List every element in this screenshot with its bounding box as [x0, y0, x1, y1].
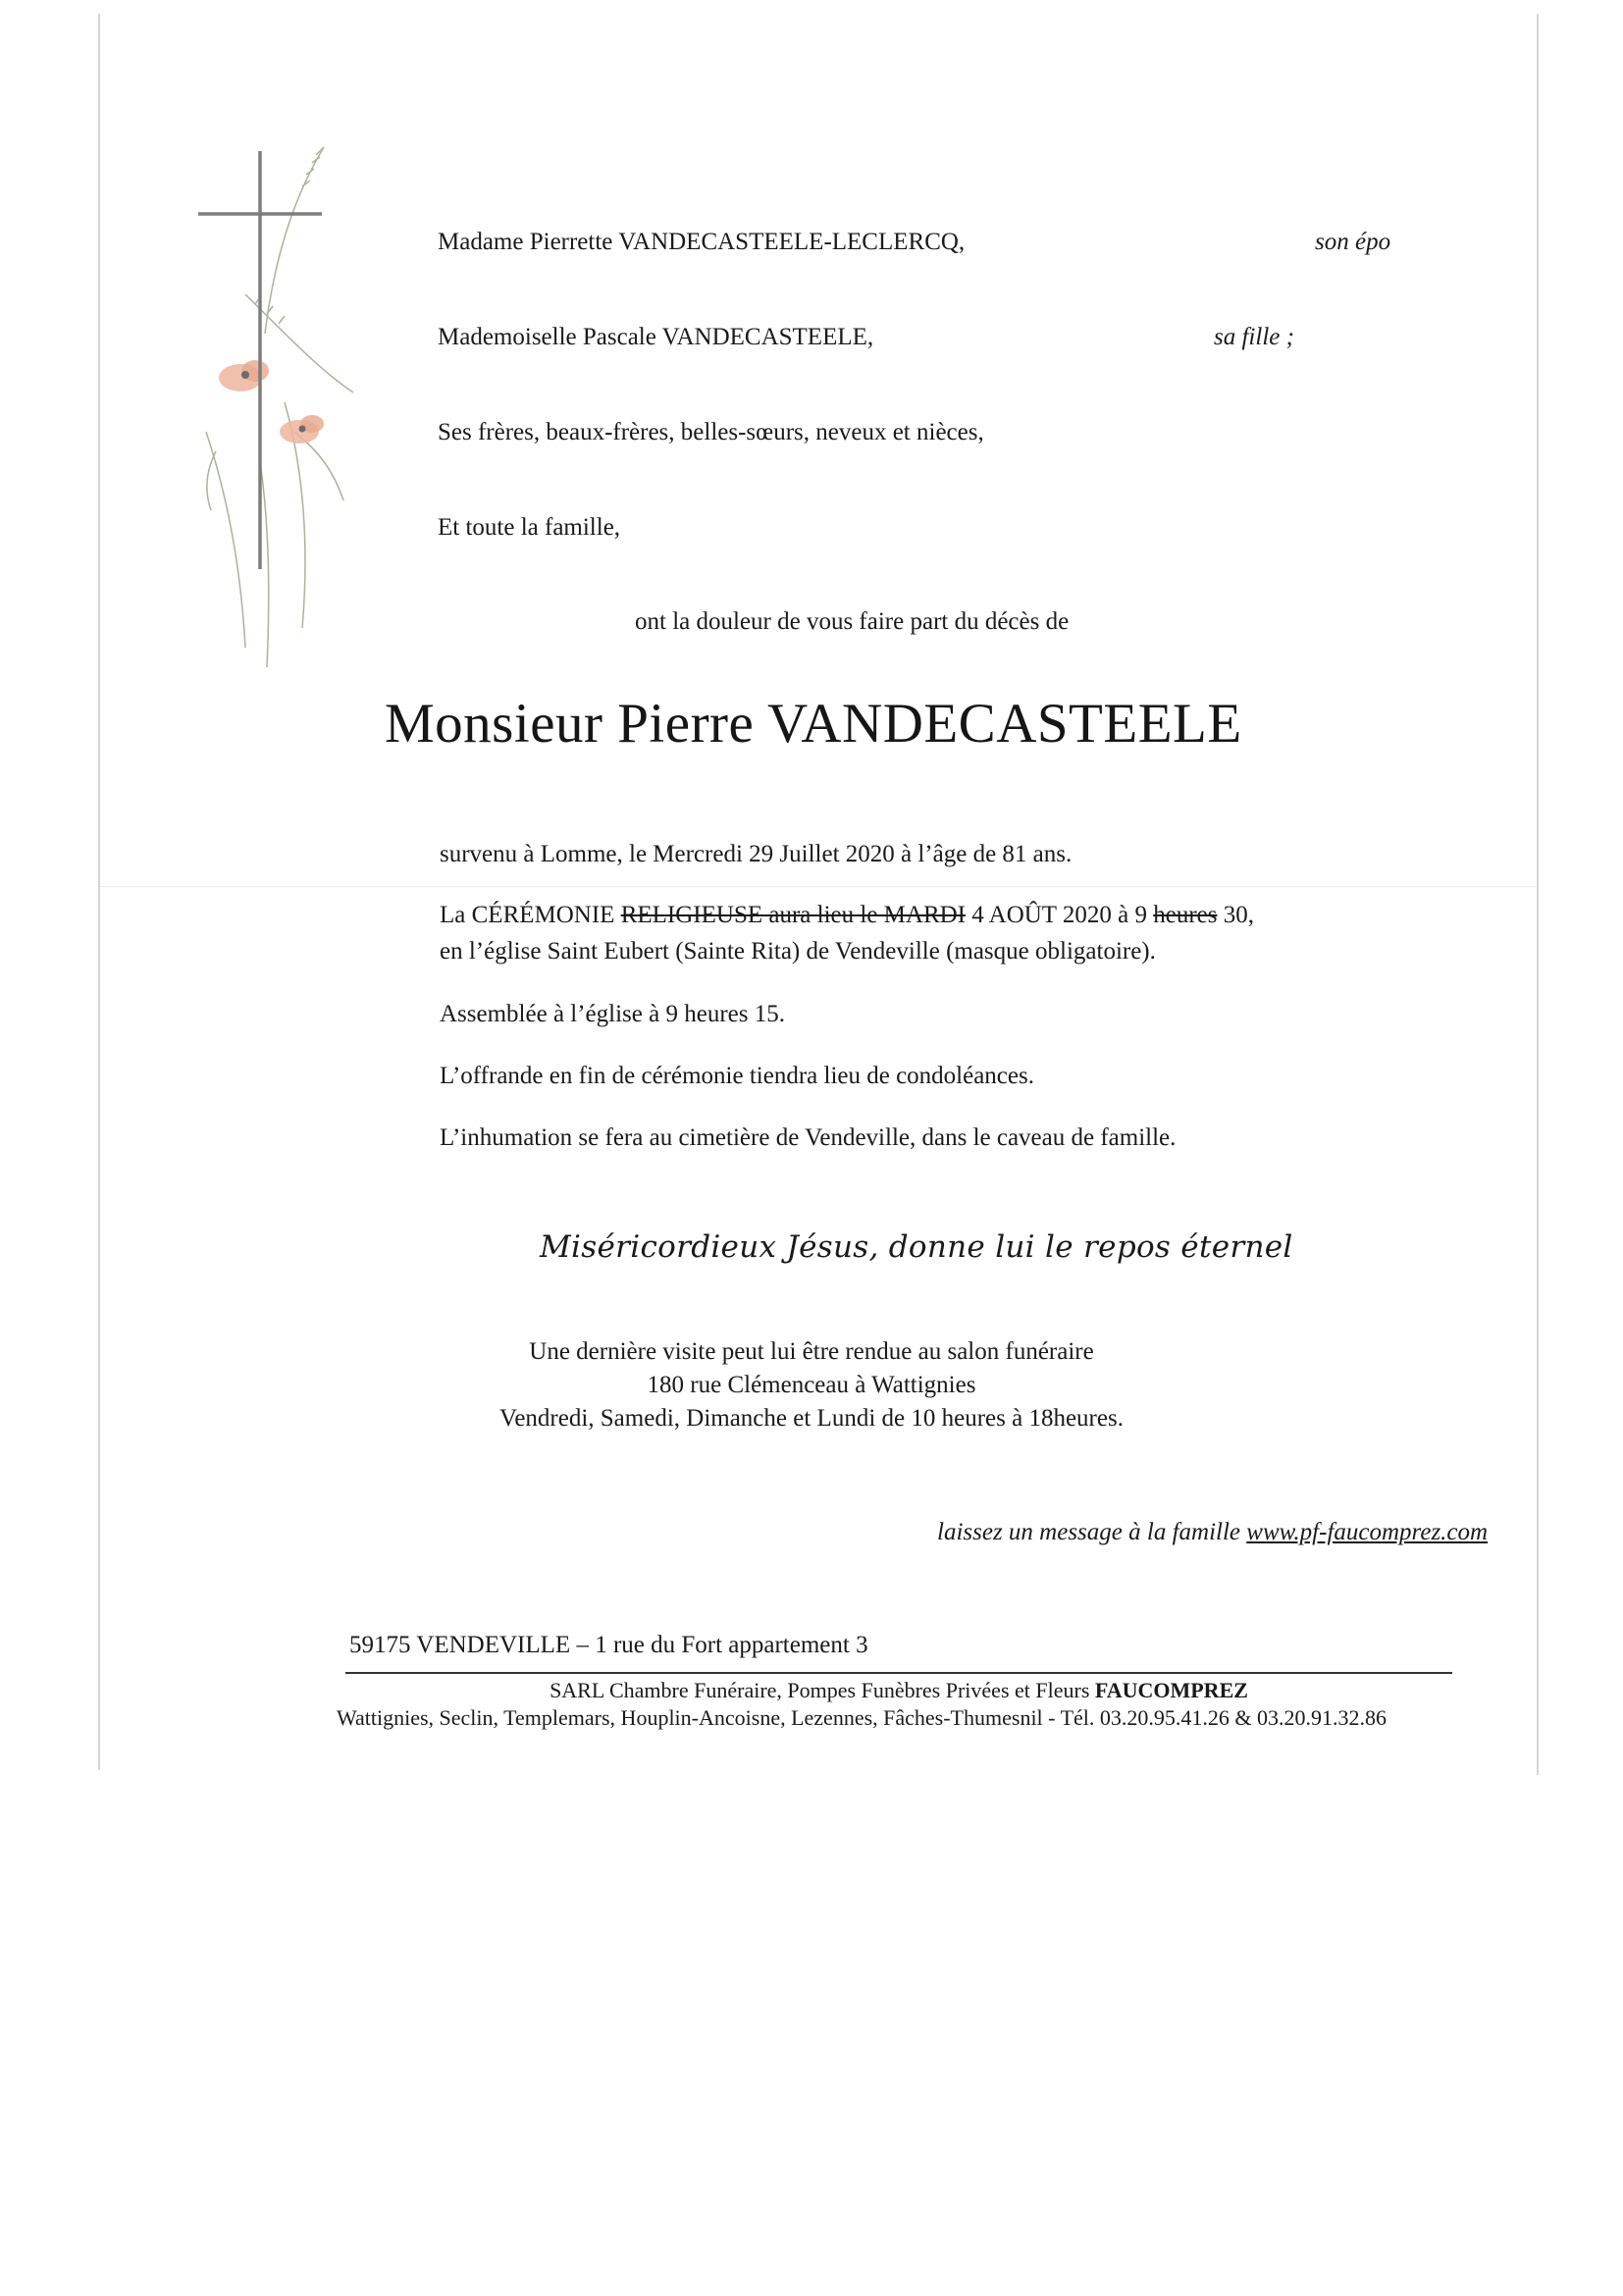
message-line	[937, 1519, 1488, 1546]
offering-line: L’offrande en fin de cérémonie tiendra lieu de condoléances.	[440, 1063, 1034, 1089]
wheat-stalk-icon	[206, 147, 353, 667]
visit-line-2: 180 rue Clémenceau à Wattignies	[647, 1372, 976, 1398]
ceremony-line-1	[440, 902, 1254, 929]
footer-company-text: SARL Chambre Funéraire, Pompes Funèbres Privées et Fleurs	[550, 1678, 1095, 1702]
family-role-daughter: sa fille ;	[1214, 324, 1294, 350]
page-fold-line	[100, 886, 1537, 887]
visit-line-3: Vendredi, Samedi, Dimanche et Lundi de 10 heures à 18heures.	[499, 1405, 1124, 1432]
assembly-line: Assemblée à l’église à 9 heures 15.	[440, 1001, 785, 1027]
family-line-family: Et toute la famille,	[438, 514, 621, 541]
ceremony-text-c: 4 AOÛT 2020 à 9	[966, 902, 1154, 928]
family-line-spouse: Madame Pierrette VANDECASTEELE-LECLERCQ,	[438, 229, 966, 255]
message-text: laissez un message à la famille	[937, 1519, 1247, 1545]
family-role-spouse: son épo	[1315, 229, 1391, 255]
ceremony-line-2: en l’église Saint Eubert (Sainte Rita) de Vendeville (masque obligatoire).	[440, 938, 1156, 965]
home-address: 59175 VENDEVILLE – 1 rue du Fort appartement 3	[349, 1632, 868, 1658]
ceremony-text-a: La CÉRÉMONIE	[440, 902, 621, 928]
page-right-edge	[1537, 14, 1539, 1775]
poppy-flower-icon	[219, 360, 324, 444]
death-details: survenu à Lomme, le Mercredi 29 Juillet 2020 à l’âge de 81 ans.	[440, 841, 1073, 867]
footer-towns-phone: Wattignies, Seclin, Templemars, Houplin-Ancoisne, Lezennes, Fâches-Thumesnil - Tél. 03.20.95.41.26 & 03.20.91.32.86	[337, 1705, 1387, 1730]
ceremony-text-e: 30,	[1217, 902, 1254, 928]
ceremony-text-struck: RELIGIEUSE aura lieu le MARDI	[620, 902, 967, 928]
footer-rule	[345, 1672, 1452, 1674]
footer-company-brand: FAUCOMPREZ	[1094, 1678, 1248, 1702]
page-left-edge	[98, 14, 100, 1770]
website-link[interactable]: www.pf-faucomprez.com	[1246, 1519, 1489, 1545]
deceased-name: Monsieur Pierre VANDECASTEELE	[385, 693, 1242, 755]
visit-line-1: Une dernière visite peut lui être rendue au salon funéraire	[529, 1338, 1094, 1365]
family-line-daughter: Mademoiselle Pascale VANDECASTEELE,	[438, 324, 874, 350]
prayer-line: Miséricordieux Jésus, donne lui le repos éternel	[540, 1229, 1293, 1265]
footer-company	[345, 1678, 1452, 1703]
announcement-intro: ont la douleur de vous faire part du décès de	[635, 608, 1070, 635]
ceremony-text-hours: heures	[1153, 902, 1218, 928]
cross-and-flowers-decoration	[186, 137, 412, 687]
burial-line: L’inhumation se fera au cimetière de Vendeville, dans le caveau de famille.	[440, 1124, 1177, 1151]
family-line-siblings: Ses frères, beaux-frères, belles-sœurs, neveux et nièces,	[438, 419, 984, 445]
